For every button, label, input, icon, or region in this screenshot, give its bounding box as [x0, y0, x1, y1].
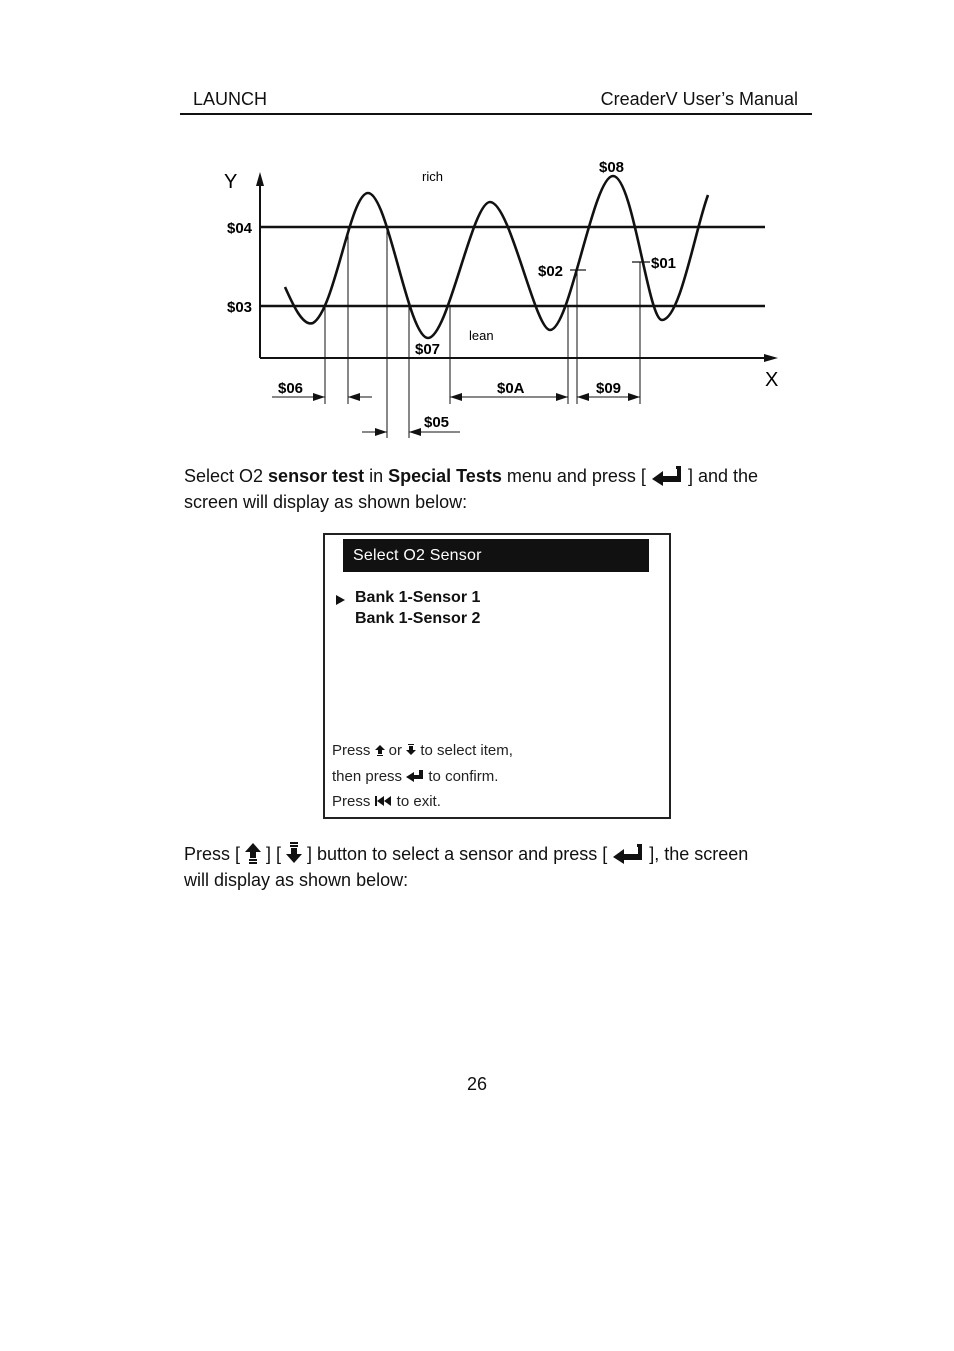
x-axis-arrow	[764, 354, 778, 362]
menu-item-bank1-sensor2[interactable]: Bank 1-Sensor 2	[355, 610, 481, 627]
x-axis-label: X	[765, 369, 779, 391]
down-key-icon	[286, 842, 302, 869]
up-arrow-icon	[375, 743, 385, 760]
rich-label: rich	[422, 169, 443, 184]
enter-key-icon	[612, 844, 644, 869]
enter-key-icon	[406, 769, 424, 786]
label-0A: $0A	[497, 380, 525, 397]
help-line-3: Press to exit.	[332, 793, 441, 810]
label-01: $01	[651, 255, 677, 272]
y-axis-arrow	[256, 172, 264, 186]
y-axis-label: Y	[224, 171, 238, 193]
sensor-test-term: sensor test	[268, 466, 365, 486]
label-05: $05	[424, 414, 450, 431]
label-08: $08	[599, 159, 625, 176]
o2-sensor-waveform-diagram	[0, 0, 954, 460]
label-02: $02	[538, 263, 564, 280]
page-number: 26	[466, 1074, 488, 1094]
header-right: CreaderV User’s Manual	[600, 89, 798, 109]
lean-label: lean	[469, 328, 494, 343]
timing-arrows	[272, 393, 640, 436]
help-line-1: Press or to select item,	[332, 742, 513, 759]
help-line-2: then press to confirm.	[332, 768, 499, 785]
up-key-icon	[245, 842, 261, 869]
enter-key-icon	[651, 466, 683, 491]
menu-item-bank1-sensor1[interactable]: Bank 1-Sensor 1	[355, 589, 481, 606]
axes	[256, 172, 778, 362]
label-07: $07	[415, 341, 441, 358]
down-arrow-icon	[406, 743, 416, 760]
device-screen	[323, 533, 671, 819]
label-03: $03	[227, 299, 253, 316]
exit-rewind-icon	[375, 794, 393, 811]
special-tests-term: Special Tests	[388, 466, 502, 486]
header-left: LAUNCH	[193, 89, 268, 109]
label-06: $06	[278, 380, 304, 397]
selection-cursor-icon	[336, 592, 346, 610]
label-04: $04	[227, 220, 253, 237]
instruction-paragraph-1: Select O2 sensor test in Special Tests menu and press [ ] and the screen will display as shown below:	[184, 466, 758, 512]
screen-title: Select O2 Sensor	[343, 539, 649, 572]
instruction-paragraph-2: Press [ ] [ ] button to select a sensor and press [ ], the screen will display as shown below:	[184, 844, 749, 890]
label-09: $09	[596, 380, 622, 397]
